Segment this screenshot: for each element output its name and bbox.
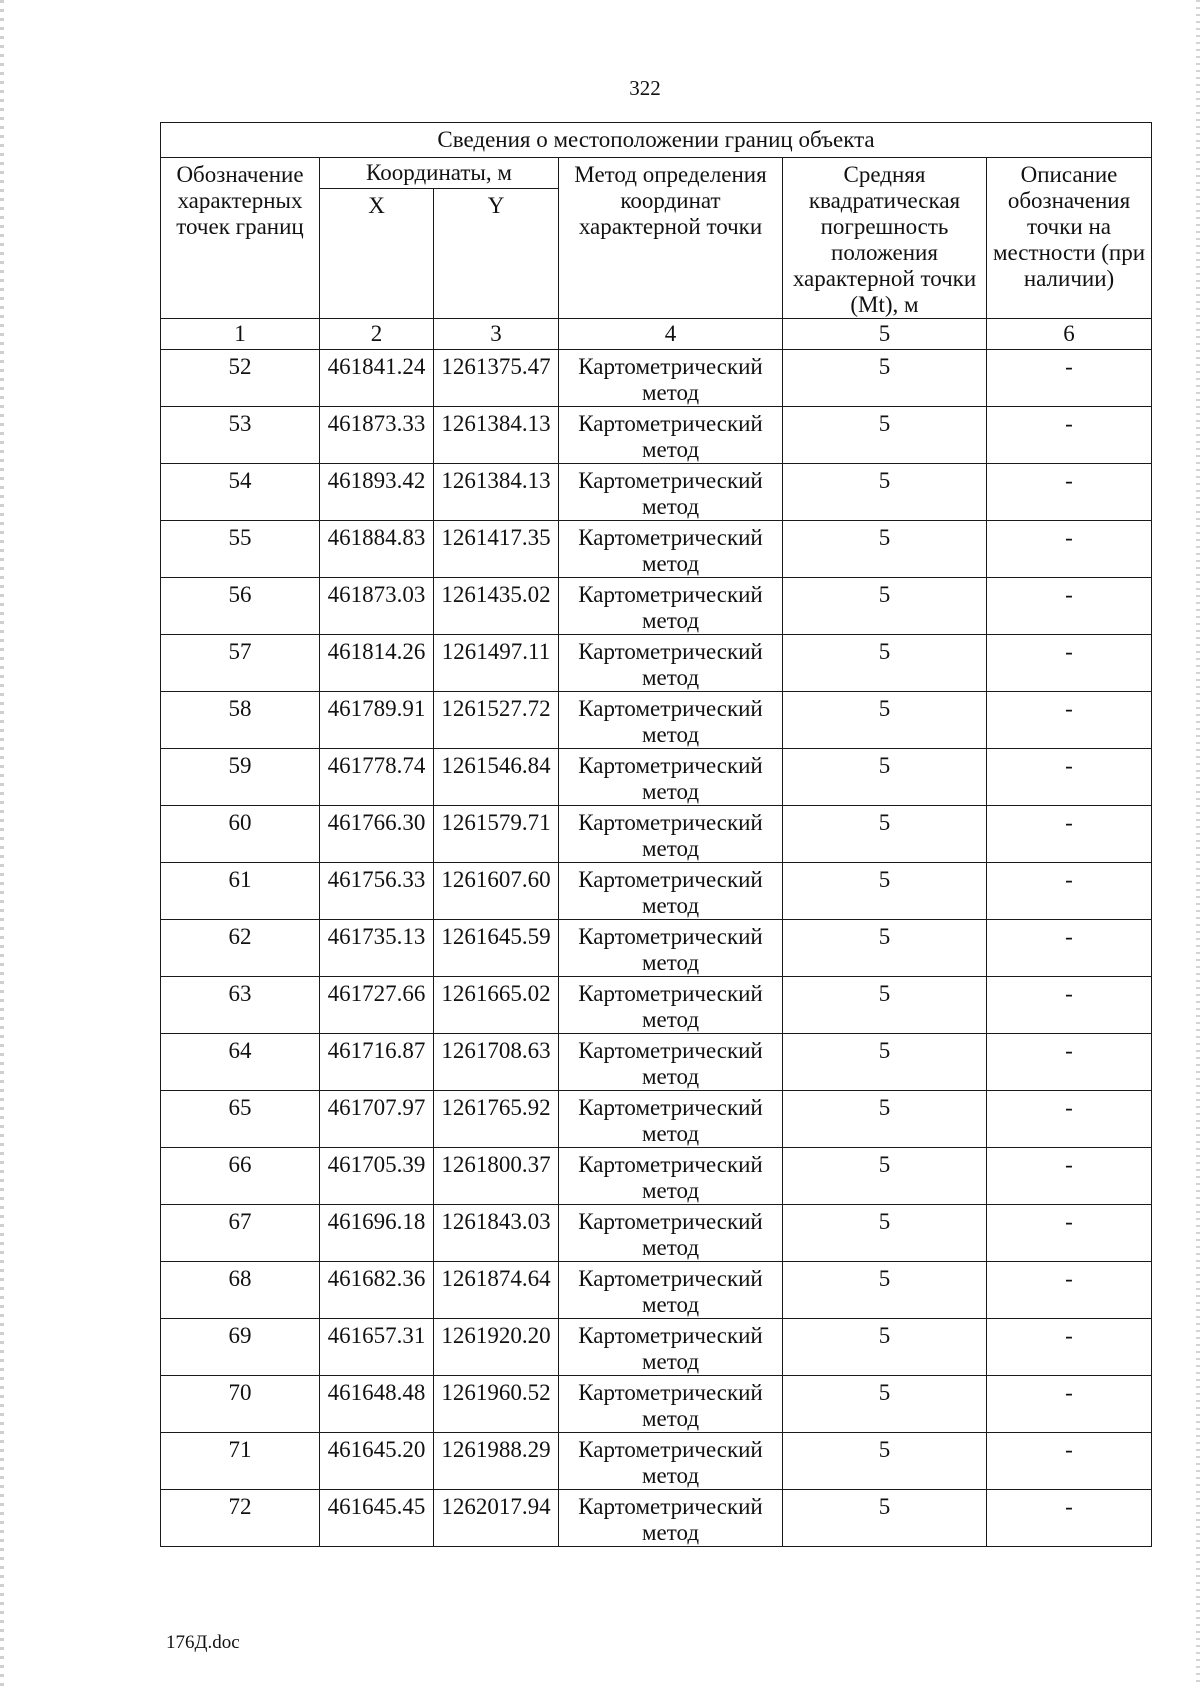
cell-x: 461682.36 [320, 1262, 434, 1319]
cell-method: Картометрический метод [559, 749, 783, 806]
cell-method: Картометрический метод [559, 464, 783, 521]
cell-y: 1261435.02 [434, 578, 559, 635]
cell-x: 461716.87 [320, 1034, 434, 1091]
cell-description: - [987, 806, 1152, 863]
cell-y: 1261527.72 [434, 692, 559, 749]
cell-x: 461789.91 [320, 692, 434, 749]
cell-x: 461873.33 [320, 407, 434, 464]
table-row [161, 1205, 1152, 1262]
cell-description: - [987, 1376, 1152, 1433]
cell-method: Картометрический метод [559, 1034, 783, 1091]
cell-description: - [987, 977, 1152, 1034]
cell-error: 5 [783, 1091, 987, 1148]
table-header [161, 123, 1152, 350]
column-number: 4 [559, 319, 783, 350]
cell-point: 56 [161, 578, 320, 635]
cell-method: Картометрический метод [559, 920, 783, 977]
cell-error: 5 [783, 521, 987, 578]
cell-x: 461735.13 [320, 920, 434, 977]
cell-x: 461645.20 [320, 1433, 434, 1490]
cell-point: 58 [161, 692, 320, 749]
cell-description: - [987, 578, 1152, 635]
cell-error: 5 [783, 578, 987, 635]
cell-description: - [987, 1091, 1152, 1148]
cell-description: - [987, 1433, 1152, 1490]
cell-y: 1261988.29 [434, 1433, 559, 1490]
column-number: 2 [320, 319, 434, 350]
cell-x: 461884.83 [320, 521, 434, 578]
header-error: Средняя квадратическая погрешность положения характерной точки (Mt), м [783, 158, 987, 319]
table-row [161, 806, 1152, 863]
cell-x: 461873.03 [320, 578, 434, 635]
cell-y: 1261579.71 [434, 806, 559, 863]
cell-point: 61 [161, 863, 320, 920]
cell-method: Картометрический метод [559, 578, 783, 635]
cell-error: 5 [783, 1034, 987, 1091]
column-number: 1 [161, 319, 320, 350]
cell-point: 71 [161, 1433, 320, 1490]
column-number-row [161, 319, 1152, 350]
header-description: Описание обозначения точки на местности (при наличии) [987, 158, 1152, 319]
cell-point: 65 [161, 1091, 320, 1148]
cell-error: 5 [783, 749, 987, 806]
cell-method: Картометрический метод [559, 863, 783, 920]
cell-error: 5 [783, 635, 987, 692]
cell-description: - [987, 464, 1152, 521]
cell-description: - [987, 521, 1152, 578]
cell-description: - [987, 749, 1152, 806]
cell-x: 461648.48 [320, 1376, 434, 1433]
boundary-table-container [160, 122, 1151, 1547]
cell-description: - [987, 1262, 1152, 1319]
cell-y: 1261874.64 [434, 1262, 559, 1319]
cell-point: 53 [161, 407, 320, 464]
cell-method: Картометрический метод [559, 692, 783, 749]
cell-error: 5 [783, 1376, 987, 1433]
boundary-coordinates-table [160, 122, 1152, 1547]
column-number: 3 [434, 319, 559, 350]
cell-y: 1261800.37 [434, 1148, 559, 1205]
cell-description: - [987, 692, 1152, 749]
table-row [161, 578, 1152, 635]
table-row [161, 464, 1152, 521]
cell-point: 59 [161, 749, 320, 806]
cell-method: Картометрический метод [559, 1319, 783, 1376]
header-method: Метод определения координат характерной точки [559, 158, 783, 319]
table-row [161, 350, 1152, 407]
table-row [161, 635, 1152, 692]
cell-point: 54 [161, 464, 320, 521]
table-row [161, 749, 1152, 806]
header-coordinates: Координаты, м [320, 158, 559, 189]
cell-description: - [987, 635, 1152, 692]
scan-edge-right [1196, 0, 1200, 1686]
column-number: 5 [783, 319, 987, 350]
table-row [161, 1433, 1152, 1490]
cell-error: 5 [783, 1319, 987, 1376]
table-row [161, 1091, 1152, 1148]
cell-method: Картометрический метод [559, 1148, 783, 1205]
cell-y: 1261665.02 [434, 977, 559, 1034]
cell-error: 5 [783, 1205, 987, 1262]
cell-point: 68 [161, 1262, 320, 1319]
column-number: 6 [987, 319, 1152, 350]
header-x: X [320, 189, 434, 319]
cell-method: Картометрический метод [559, 1490, 783, 1547]
cell-y: 1261920.20 [434, 1319, 559, 1376]
header-point: Обозначение характерных точек границ [161, 158, 320, 319]
cell-y: 1262017.94 [434, 1490, 559, 1547]
cell-method: Картометрический метод [559, 1262, 783, 1319]
cell-error: 5 [783, 977, 987, 1034]
cell-method: Картометрический метод [559, 1091, 783, 1148]
cell-method: Картометрический метод [559, 635, 783, 692]
table-row [161, 1376, 1152, 1433]
table-row [161, 1034, 1152, 1091]
cell-description: - [987, 1319, 1152, 1376]
scan-edge-left [0, 0, 4, 1686]
cell-error: 5 [783, 806, 987, 863]
cell-x: 461657.31 [320, 1319, 434, 1376]
cell-x: 461727.66 [320, 977, 434, 1034]
cell-method: Картометрический метод [559, 1433, 783, 1490]
cell-method: Картометрический метод [559, 1376, 783, 1433]
cell-y: 1261384.13 [434, 464, 559, 521]
cell-description: - [987, 863, 1152, 920]
table-title: Сведения о местоположении границ объекта [161, 123, 1152, 158]
page-number: 322 [629, 76, 661, 100]
cell-x: 461756.33 [320, 863, 434, 920]
cell-error: 5 [783, 1262, 987, 1319]
cell-y: 1261645.59 [434, 920, 559, 977]
cell-error: 5 [783, 1490, 987, 1547]
file-name-footer: 176Д.doc [166, 1632, 240, 1653]
cell-description: - [987, 920, 1152, 977]
cell-description: - [987, 350, 1152, 407]
cell-error: 5 [783, 1433, 987, 1490]
table-row [161, 1490, 1152, 1547]
cell-y: 1261843.03 [434, 1205, 559, 1262]
cell-y: 1261384.13 [434, 407, 559, 464]
cell-x: 461893.42 [320, 464, 434, 521]
table-row [161, 521, 1152, 578]
cell-point: 52 [161, 350, 320, 407]
cell-x: 461645.45 [320, 1490, 434, 1547]
cell-description: - [987, 1148, 1152, 1205]
cell-y: 1261708.63 [434, 1034, 559, 1091]
cell-point: 55 [161, 521, 320, 578]
cell-y: 1261417.35 [434, 521, 559, 578]
cell-point: 64 [161, 1034, 320, 1091]
cell-y: 1261497.11 [434, 635, 559, 692]
table-row [161, 863, 1152, 920]
cell-y: 1261375.47 [434, 350, 559, 407]
cell-error: 5 [783, 464, 987, 521]
cell-point: 72 [161, 1490, 320, 1547]
cell-point: 69 [161, 1319, 320, 1376]
table-row [161, 407, 1152, 464]
cell-method: Картометрический метод [559, 1205, 783, 1262]
cell-x: 461778.74 [320, 749, 434, 806]
cell-point: 67 [161, 1205, 320, 1262]
cell-x: 461696.18 [320, 1205, 434, 1262]
cell-description: - [987, 1034, 1152, 1091]
cell-x: 461814.26 [320, 635, 434, 692]
cell-y: 1261765.92 [434, 1091, 559, 1148]
cell-method: Картометрический метод [559, 977, 783, 1034]
table-row [161, 1148, 1152, 1205]
cell-method: Картометрический метод [559, 521, 783, 578]
cell-y: 1261607.60 [434, 863, 559, 920]
cell-error: 5 [783, 1148, 987, 1205]
cell-description: - [987, 407, 1152, 464]
cell-y: 1261960.52 [434, 1376, 559, 1433]
table-row [161, 1319, 1152, 1376]
cell-point: 70 [161, 1376, 320, 1433]
cell-point: 57 [161, 635, 320, 692]
table-row [161, 1262, 1152, 1319]
cell-x: 461841.24 [320, 350, 434, 407]
table-body [161, 350, 1152, 1547]
cell-error: 5 [783, 920, 987, 977]
cell-x: 461707.97 [320, 1091, 434, 1148]
cell-error: 5 [783, 863, 987, 920]
table-row [161, 977, 1152, 1034]
cell-error: 5 [783, 350, 987, 407]
cell-point: 63 [161, 977, 320, 1034]
table-row [161, 692, 1152, 749]
cell-point: 66 [161, 1148, 320, 1205]
cell-method: Картометрический метод [559, 806, 783, 863]
cell-method: Картометрический метод [559, 407, 783, 464]
table-row [161, 920, 1152, 977]
cell-method: Картометрический метод [559, 350, 783, 407]
cell-description: - [987, 1490, 1152, 1547]
cell-error: 5 [783, 692, 987, 749]
cell-error: 5 [783, 407, 987, 464]
cell-point: 60 [161, 806, 320, 863]
header-y: Y [434, 189, 559, 319]
cell-x: 461705.39 [320, 1148, 434, 1205]
cell-y: 1261546.84 [434, 749, 559, 806]
cell-x: 461766.30 [320, 806, 434, 863]
cell-description: - [987, 1205, 1152, 1262]
cell-point: 62 [161, 920, 320, 977]
